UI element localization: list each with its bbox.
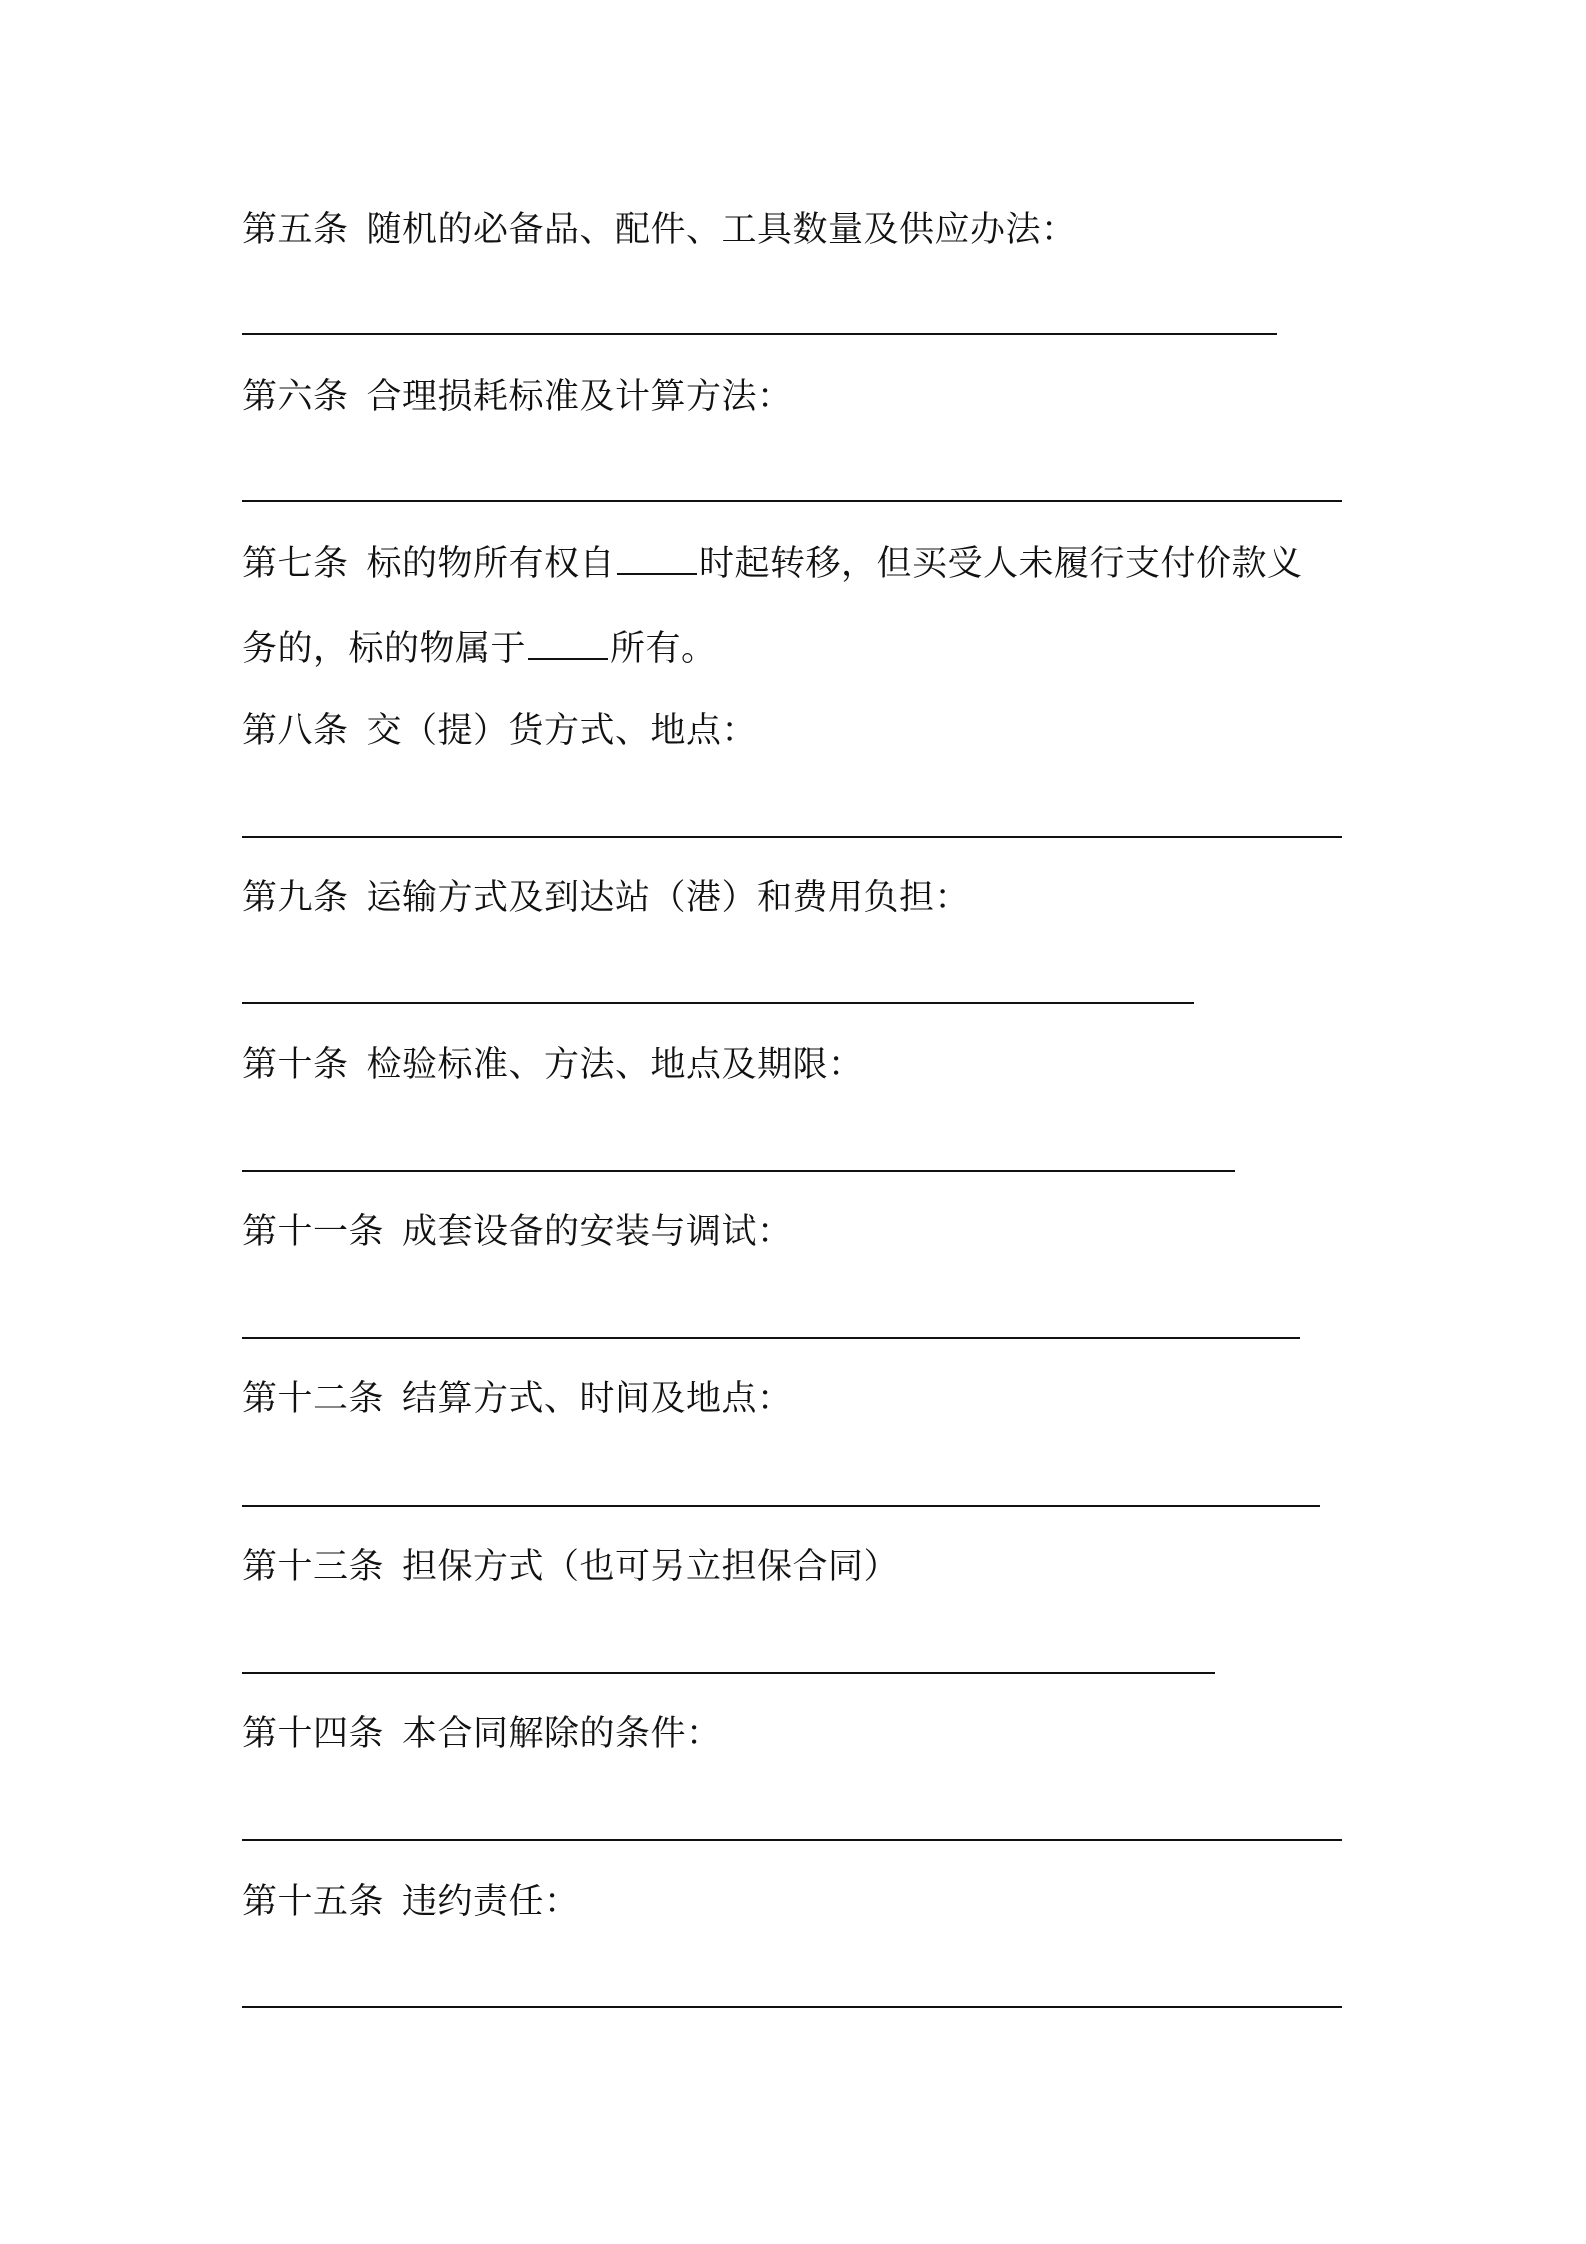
article-9 xyxy=(242,876,970,920)
article-number: 第五条 xyxy=(242,210,349,250)
article-number: 第十四条 xyxy=(242,1714,385,1754)
article-number: 第十条 xyxy=(242,1045,349,1085)
article-text: 标的物所有权自 xyxy=(366,544,616,584)
article-text: 本合同解除的条件： xyxy=(402,1714,722,1754)
article-text: 违约责任： xyxy=(402,1882,580,1922)
article-6 xyxy=(242,375,793,419)
fill-line-article-15[interactable] xyxy=(242,2006,1342,2008)
fill-line-article-8[interactable] xyxy=(242,836,1342,838)
fill-line-article-13[interactable] xyxy=(242,1672,1215,1674)
fill-line-article-10[interactable] xyxy=(242,1170,1235,1172)
article-8 xyxy=(242,709,757,753)
article-text: 所有。 xyxy=(610,629,717,669)
fill-line-article-9[interactable] xyxy=(242,1002,1194,1004)
article-15 xyxy=(242,1880,580,1924)
article-text: 交（提）货方式、地点： xyxy=(366,711,758,751)
article-text: 务的，标的物属于 xyxy=(242,629,527,669)
article-text: 随机的必备品、配件、工具数量及供应办法： xyxy=(366,210,1077,250)
fill-line-article-5[interactable] xyxy=(242,333,1277,335)
article-10 xyxy=(242,1043,864,1087)
article-14 xyxy=(242,1712,722,1756)
article-text: 担保方式（也可另立担保合同） xyxy=(402,1547,900,1587)
article-7-line-2 xyxy=(242,627,717,671)
article-number: 第十二条 xyxy=(242,1379,385,1419)
article-number: 第九条 xyxy=(242,878,349,918)
article-13 xyxy=(242,1545,899,1589)
article-text: 运输方式及到达站（港）和费用负担： xyxy=(366,878,971,918)
article-number: 第八条 xyxy=(242,711,349,751)
article-11 xyxy=(242,1210,793,1254)
article-number: 第十一条 xyxy=(242,1212,385,1252)
article-12 xyxy=(242,1377,793,1421)
article-number: 第十三条 xyxy=(242,1547,385,1587)
article-text: 合理损耗标准及计算方法： xyxy=(366,377,793,417)
fill-line-article-11[interactable] xyxy=(242,1337,1300,1339)
fill-line-article-6[interactable] xyxy=(242,500,1342,502)
article-text: 成套设备的安装与调试： xyxy=(402,1212,793,1252)
article-7-line-1 xyxy=(242,542,1303,586)
fill-line-article-12[interactable] xyxy=(242,1505,1320,1507)
article-number: 第六条 xyxy=(242,377,349,417)
article-number: 第十五条 xyxy=(242,1882,385,1922)
article-5 xyxy=(242,208,1077,252)
article-number: 第七条 xyxy=(242,544,349,584)
article-text: 检验标准、方法、地点及期限： xyxy=(366,1045,864,1085)
ownership-transfer-time-blank[interactable] xyxy=(617,543,697,575)
article-text: 时起转移，但买受人未履行支付价款义 xyxy=(699,544,1303,584)
fill-line-article-14[interactable] xyxy=(242,1839,1342,1841)
ownership-holder-blank[interactable] xyxy=(528,628,608,660)
article-text: 结算方式、时间及地点： xyxy=(402,1379,793,1419)
